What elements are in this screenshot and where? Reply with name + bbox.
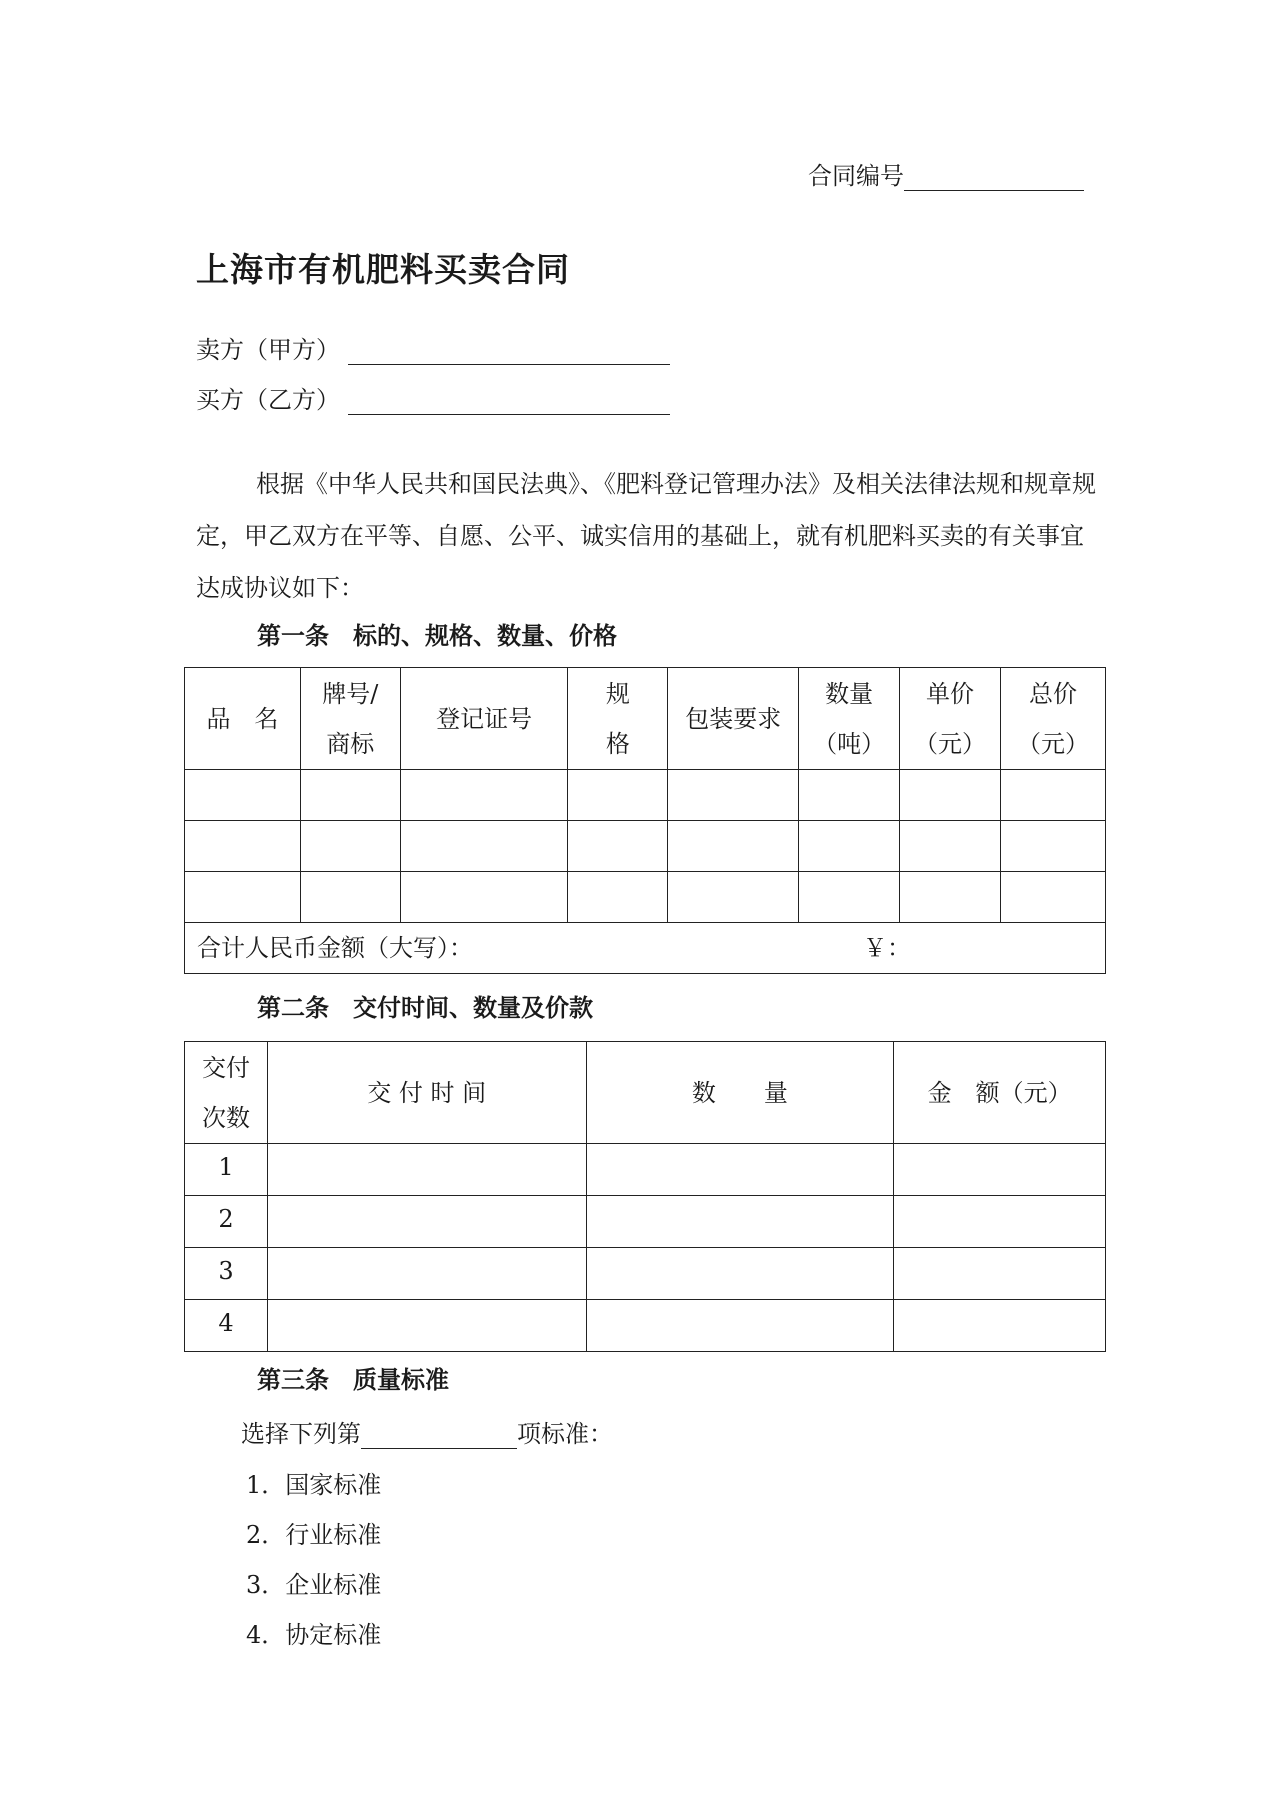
col-delivery-times: 交付 次数: [185, 1042, 268, 1144]
select-suffix: 项标准：: [517, 1420, 613, 1448]
delivery-header-row: [185, 1042, 1106, 1144]
table-cell[interactable]: [1001, 872, 1106, 923]
table-cell[interactable]: [400, 872, 568, 923]
preamble-paragraph: 根据《中华人民共和国民法典》、《肥料登记管理办法》及相关法律法规和规章规定，甲乙双方在平等、自愿、公平、诚实信用的基础上，就有机肥料买卖的有关事宜达成协议如下：: [196, 470, 1096, 602]
article2-heading: 第二条 交付时间、数量及价款: [257, 993, 593, 1022]
table-cell[interactable]: [267, 1300, 586, 1352]
col-brand: 牌号/ 商标: [300, 668, 400, 770]
contract-number-label: 合同编号: [808, 162, 904, 190]
seller-field[interactable]: [348, 340, 670, 365]
table-cell[interactable]: [185, 821, 301, 872]
goods-row: [185, 770, 1106, 821]
delivery-table: [184, 1041, 1106, 1352]
col-spec: 规 格: [568, 668, 668, 770]
table-cell[interactable]: [799, 770, 900, 821]
contract-number-field[interactable]: [904, 166, 1084, 191]
table-cell[interactable]: [900, 821, 1001, 872]
document-title: 上海市有机肥料买卖合同: [196, 250, 570, 289]
table-cell[interactable]: [799, 821, 900, 872]
standard-option: 2．行业标准: [246, 1521, 382, 1549]
buyer-field[interactable]: [348, 390, 670, 415]
table-cell[interactable]: [300, 872, 400, 923]
table-cell[interactable]: [568, 872, 668, 923]
table-cell[interactable]: [894, 1196, 1106, 1248]
table-cell[interactable]: [1001, 770, 1106, 821]
table-cell[interactable]: [894, 1248, 1106, 1300]
table-cell[interactable]: [894, 1300, 1106, 1352]
table-cell[interactable]: [586, 1300, 894, 1352]
seller-label: 卖方（甲方）: [196, 336, 340, 364]
standard-choice-field[interactable]: [361, 1424, 517, 1449]
table-cell[interactable]: [300, 770, 400, 821]
delivery-index: 4: [185, 1300, 268, 1352]
goods-row: [185, 872, 1106, 923]
delivery-row: [185, 1300, 1106, 1352]
delivery-row: [185, 1144, 1106, 1196]
standard-selection-line: [241, 1414, 613, 1449]
table-cell[interactable]: [1001, 821, 1106, 872]
col-quantity: 数量 （吨）: [799, 668, 900, 770]
article3-heading: 第三条 质量标准: [257, 1365, 449, 1394]
standard-option: 1．国家标准: [246, 1471, 382, 1499]
table-cell[interactable]: [668, 872, 799, 923]
table-cell[interactable]: [267, 1144, 586, 1196]
col-unit-price: 单价 （元）: [900, 668, 1001, 770]
standard-option: 3．企业标准: [246, 1571, 382, 1599]
table-cell[interactable]: [900, 872, 1001, 923]
article1-heading: 第一条 标的、规格、数量、价格: [257, 621, 617, 650]
table-cell[interactable]: [400, 770, 568, 821]
col-product-name: 品 名: [185, 668, 301, 770]
standard-option: 4．协定标准: [246, 1621, 382, 1649]
col-total-price: 总价 （元）: [1001, 668, 1106, 770]
table-cell[interactable]: [586, 1196, 894, 1248]
col-delivery-amount: 金 额（元）: [894, 1042, 1106, 1144]
contract-number: [808, 156, 1084, 191]
goods-header-row: [185, 668, 1106, 770]
table-cell[interactable]: [894, 1144, 1106, 1196]
select-prefix: 选择下列第: [241, 1420, 361, 1448]
buyer-label: 买方（乙方）: [196, 386, 340, 414]
table-cell[interactable]: [568, 770, 668, 821]
table-cell[interactable]: [668, 821, 799, 872]
table-cell[interactable]: [267, 1248, 586, 1300]
yuan-symbol: ￥：: [863, 934, 911, 962]
table-cell[interactable]: [586, 1144, 894, 1196]
table-cell[interactable]: [586, 1248, 894, 1300]
table-cell[interactable]: [185, 872, 301, 923]
table-cell[interactable]: [668, 770, 799, 821]
delivery-index: 3: [185, 1248, 268, 1300]
col-delivery-time: 交 付 时 间: [267, 1042, 586, 1144]
table-cell[interactable]: [300, 821, 400, 872]
seller-line: [196, 330, 670, 365]
total-amount-label: 合计人民币金额（大写）：: [197, 934, 473, 962]
col-packaging: 包装要求: [668, 668, 799, 770]
goods-table: [184, 667, 1106, 974]
buyer-line: [196, 380, 670, 415]
col-registration-no: 登记证号: [400, 668, 568, 770]
delivery-row: [185, 1196, 1106, 1248]
delivery-index: 2: [185, 1196, 268, 1248]
table-cell[interactable]: [267, 1196, 586, 1248]
table-cell[interactable]: [185, 770, 301, 821]
table-cell[interactable]: [568, 821, 668, 872]
total-amount-cell[interactable]: [185, 923, 1106, 974]
table-cell[interactable]: [799, 872, 900, 923]
col-delivery-quantity: 数 量: [586, 1042, 894, 1144]
table-cell[interactable]: [900, 770, 1001, 821]
total-amount-row: [185, 923, 1106, 974]
goods-row: [185, 821, 1106, 872]
delivery-row: [185, 1248, 1106, 1300]
delivery-index: 1: [185, 1144, 268, 1196]
table-cell[interactable]: [400, 821, 568, 872]
